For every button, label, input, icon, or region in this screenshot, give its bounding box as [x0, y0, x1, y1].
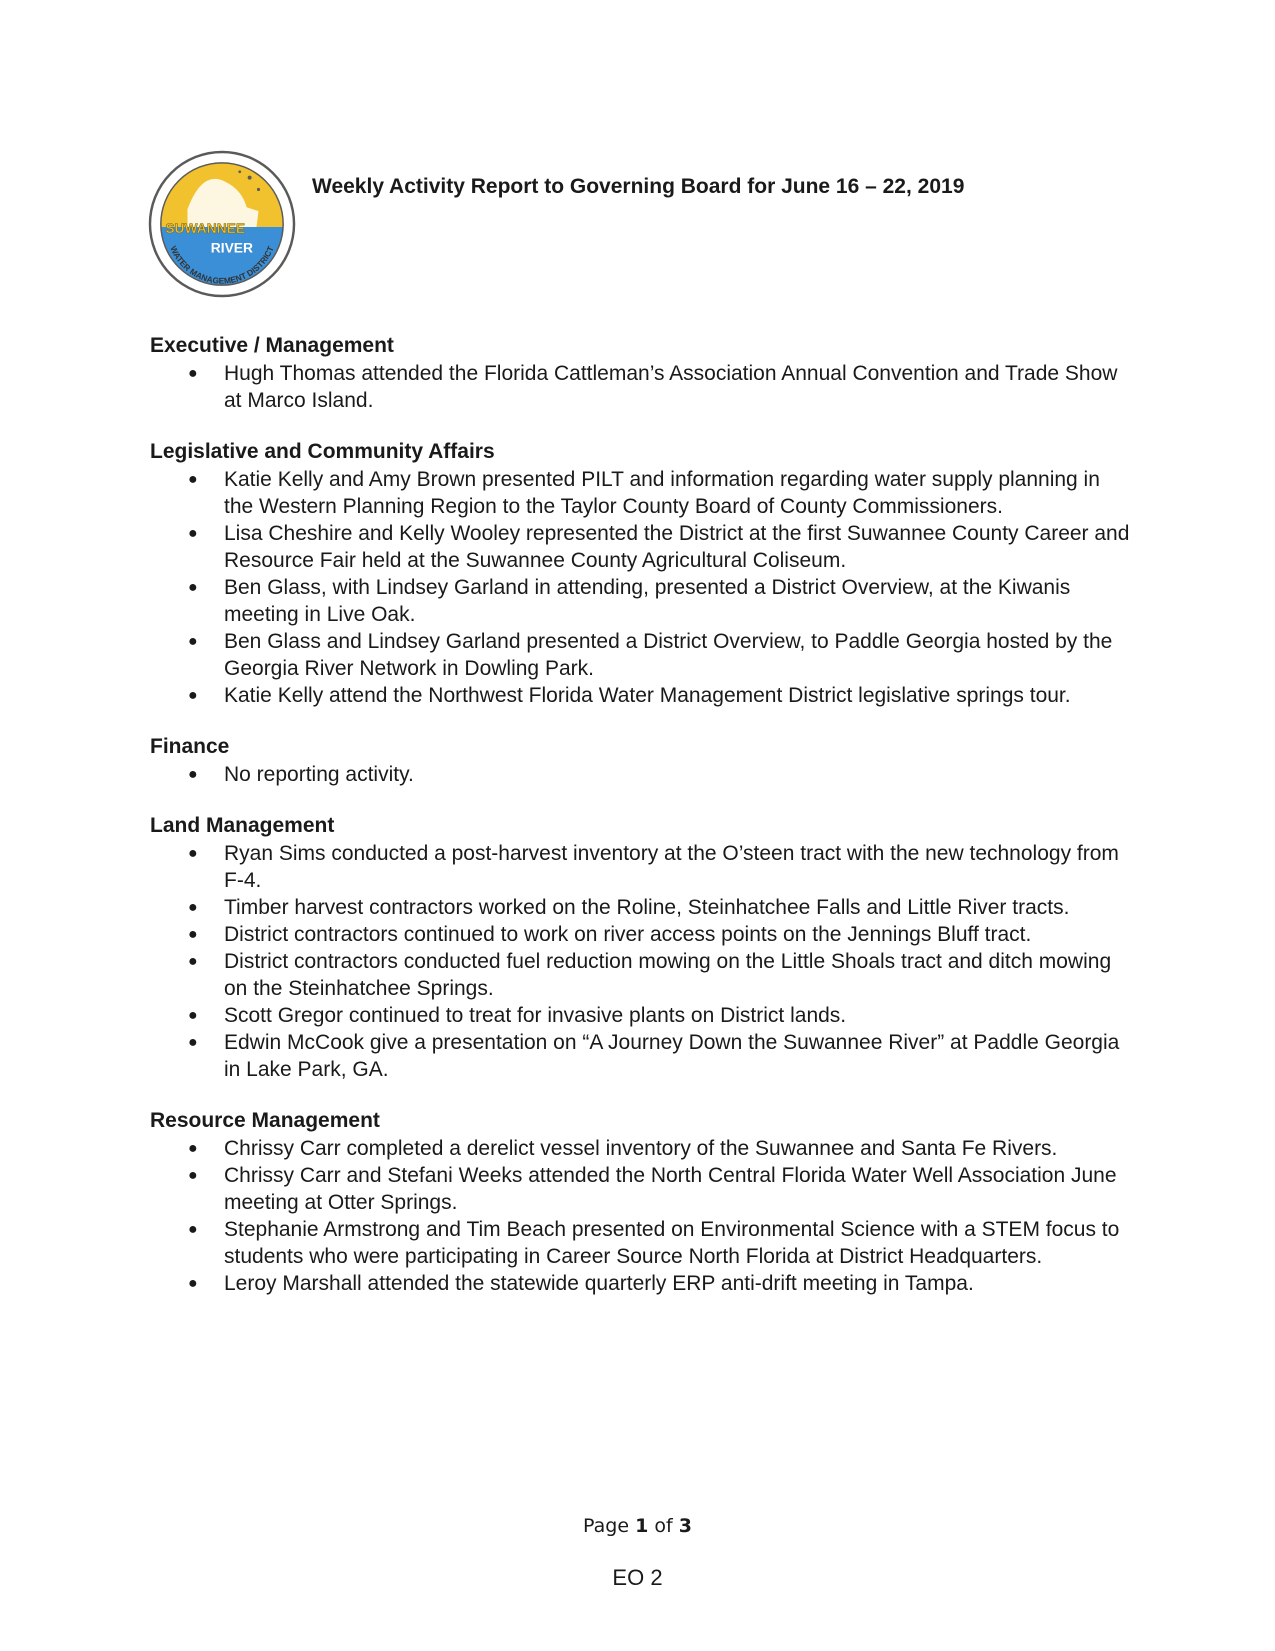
list-item: ● Leroy Marshall attended the statewide quarterly ERP anti-drift meeting in Tampa. [188, 1272, 974, 1295]
bullet-icon: ● [188, 365, 198, 382]
bullet-icon: ● [188, 471, 198, 488]
section-finance [150, 733, 1130, 788]
bullet-icon: ● [188, 1007, 198, 1024]
bullet-icon: ● [188, 899, 198, 916]
list-item: ● Katie Kelly attend the Northwest Florida Water Management District legislative springs tour. [188, 684, 1071, 707]
section-land-management [150, 812, 1130, 1083]
district-logo [148, 148, 296, 300]
bullet-icon: ● [188, 687, 198, 704]
page-number: Page 1 of 3 [583, 1515, 692, 1537]
list-item: ● No reporting activity. [188, 763, 414, 786]
document-code: EO 2 [612, 1565, 663, 1590]
logo-top-text: SUWANNEE [165, 219, 246, 236]
bullet-icon: ● [188, 525, 198, 542]
list-item: ● Chrissy Carr and Stefani Weeks attended the North Central Florida Water Well Association June meeting at Otter Springs. [188, 1164, 1117, 1214]
list-item: ● Edwin McCook give a presentation on “A Journey Down the Suwannee River” at Paddle Georgia in Lake Park, GA. [188, 1031, 1120, 1081]
bullet-icon: ● [188, 1167, 198, 1184]
bullet-icon: ● [188, 579, 198, 596]
logo-bottom-text: RIVER [210, 239, 253, 256]
bullet-icon: ● [188, 1140, 198, 1157]
bullet-icon: ● [188, 845, 198, 862]
report-title: Weekly Activity Report to Governing Board for June 16 – 22, 2019 [312, 175, 965, 198]
section-heading: Finance [150, 735, 230, 758]
report-body [150, 332, 1130, 1321]
list-item: ● Ryan Sims conducted a post-harvest inventory at the O’steen tract with the new technology from F-4. [188, 842, 1119, 892]
list-item: ● Scott Gregor continued to treat for invasive plants on District lands. [188, 1004, 847, 1027]
section-resource-management [150, 1107, 1130, 1297]
list-item: ● Hugh Thomas attended the Florida Cattleman’s Association Annual Convention and Trade Show at Marco Island. [188, 362, 1118, 412]
list-item: ● Katie Kelly and Amy Brown presented PILT and information regarding water supply planning in the Western Planning Region to the Taylor County Board of County Commissioners. [188, 468, 1100, 518]
bullet-icon: ● [188, 1034, 198, 1051]
section-heading: Executive / Management [150, 334, 394, 357]
bullet-list [150, 360, 1130, 414]
list-item: ● Timber harvest contractors worked on the Roline, Steinhatchee Falls and Little River tracts. [188, 896, 1070, 919]
bullet-icon: ● [188, 926, 198, 943]
bullet-icon: ● [188, 766, 198, 783]
list-item: ● Ben Glass, with Lindsey Garland in attending, presented a District Overview, at the Kiwanis meeting in Live Oak. [188, 576, 1071, 626]
bullet-list [150, 761, 1130, 788]
section-legislative-community-affairs [150, 438, 1130, 709]
list-item: ● Lisa Cheshire and Kelly Wooley represented the District at the first Suwannee County Career and Resource Fair held at the Suwannee County Agricultural Coliseum. [188, 522, 1130, 572]
list-item: ● District contractors conducted fuel reduction mowing on the Little Shoals tract and ditch mowing on the Steinhatchee Springs. [188, 950, 1112, 1000]
bullet-icon: ● [188, 1221, 198, 1238]
section-heading: Legislative and Community Affairs [150, 440, 495, 463]
bullet-icon: ● [188, 1275, 198, 1292]
list-item: ● Chrissy Carr completed a derelict vessel inventory of the Suwannee and Santa Fe Rivers. [188, 1137, 1058, 1160]
bullet-list [150, 1135, 1130, 1297]
bullet-icon: ● [188, 953, 198, 970]
bullet-icon: ● [188, 633, 198, 650]
logo-ring-text: WATER MANAGEMENT DISTRICT [168, 244, 276, 286]
list-item: ● Stephanie Armstrong and Tim Beach presented on Environmental Science with a STEM focus to students who were participating in Career Source North Florida at District Headquarters. [188, 1218, 1120, 1268]
section-executive-management [150, 332, 1130, 414]
list-item: ● Ben Glass and Lindsey Garland presented a District Overview, to Paddle Georgia hosted by the Georgia River Network in Dowling Park. [188, 630, 1113, 680]
list-item: ● District contractors continued to work on river access points on the Jennings Bluff tract. [188, 923, 1032, 946]
section-heading: Resource Management [150, 1109, 380, 1132]
section-heading: Land Management [150, 814, 335, 837]
bullet-list [150, 466, 1130, 709]
bullet-list [150, 840, 1130, 1083]
